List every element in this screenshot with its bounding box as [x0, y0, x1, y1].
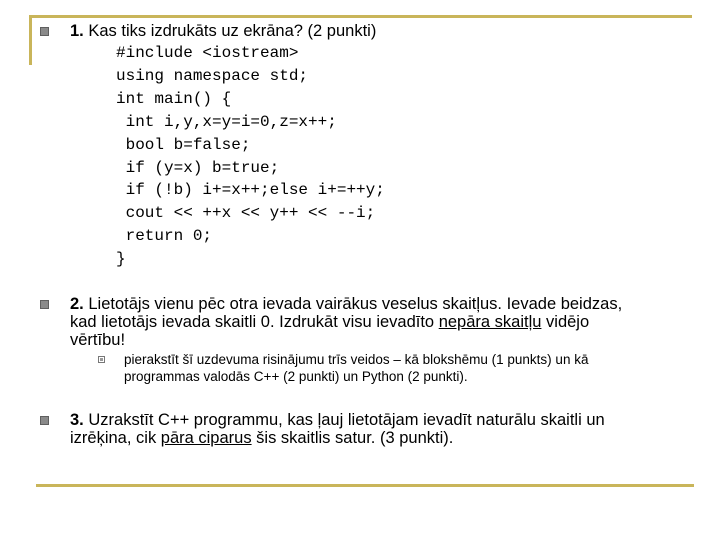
question-3-underlined-term: pāra ciparus: [160, 429, 252, 447]
question-2-sub-line-2: programmas valodās C++ (2 punkti) un Python (2 punkti).: [124, 369, 468, 384]
sub-bullet-icon: [98, 356, 105, 363]
question-3-line-1: [70, 411, 605, 429]
question-1-code: #include <iostream> using namespace std; int main() { int i,y,x=y=i=0,z=x++; bool b=false; if (y=x) b=true; if (!b) i+=x++;else i+=++y; cout << ++x << y++ << --i; return 0; }: [116, 44, 385, 269]
top-rule: [32, 15, 692, 18]
bullet-icon: [40, 300, 49, 309]
question-3-text-line-2a: izrēķina, cik: [70, 429, 161, 447]
question-2-text-line-2a: kad lietotājs ievada skaitli 0. Izdrukāt visu ievadīto: [70, 313, 439, 331]
question-2-line-2: [70, 313, 589, 331]
question-2-text-line-2b: vidējo: [541, 313, 590, 331]
bullet-icon: [40, 416, 49, 425]
question-1-text: Kas tiks izdrukāts uz ekrāna? (2 punkti): [88, 22, 377, 40]
question-2-underlined-term: nepāra skaitļu: [438, 313, 542, 331]
question-2-sub-line-1: pierakstīt šī uzdevuma risinājumu trīs veidos – kā blokshēmu (1 punkts) un kā: [124, 352, 589, 367]
question-3-line-2: [70, 429, 453, 447]
question-1-number: 1.: [70, 22, 84, 40]
question-3-text-line-1: Uzrakstīt C++ programmu, kas ļauj lietotājam ievadīt naturālu skaitli un: [88, 411, 605, 429]
question-2-line-3: vērtību!: [70, 331, 126, 349]
bottom-rule: [36, 484, 694, 487]
question-3-text-line-2b: šis skaitlis satur. (3 punkti).: [251, 429, 454, 447]
question-3-number: 3.: [70, 411, 84, 429]
question-2-number: 2.: [70, 295, 84, 313]
question-2-text-line-1: Lietotājs vienu pēc otra ievada vairākus veselus skaitļus. Ievade beidzas,: [88, 295, 623, 313]
left-rule: [29, 15, 32, 65]
bullet-icon: [40, 27, 49, 36]
question-1-title: [70, 22, 376, 40]
question-2-line-1: [70, 295, 622, 313]
